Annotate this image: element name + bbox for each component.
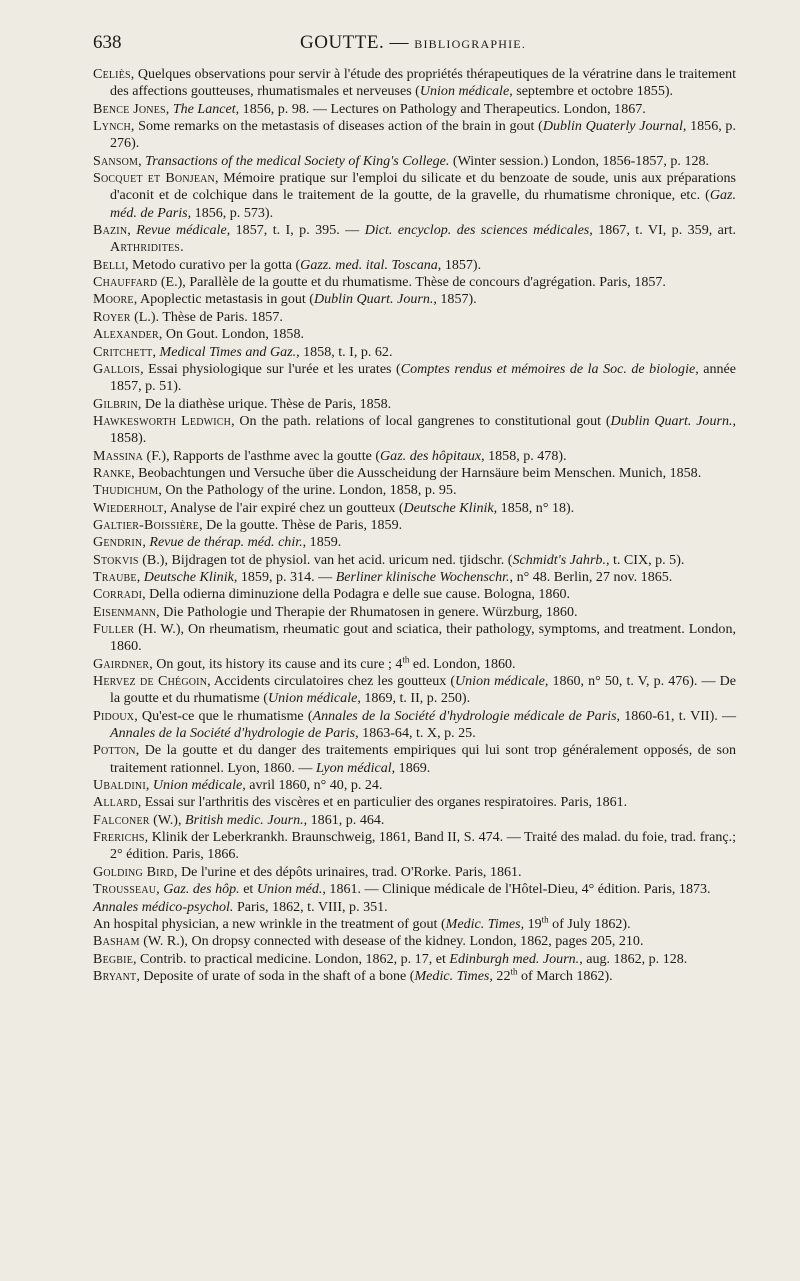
bibliography-entry bbox=[93, 586, 736, 603]
entry-title-italic: Deutsche Klinik bbox=[143, 568, 234, 585]
bibliography-entry bbox=[93, 153, 736, 170]
entry-author: Arthridites bbox=[110, 239, 181, 256]
entry-text: , On Gout. London, 1858. bbox=[158, 326, 304, 343]
entry-text: (H. W.), On rheumatism, rheumatic gout and sciatica, their pathology, symptoms, and treatment. London, 1860. bbox=[110, 621, 736, 655]
bibliography-entry bbox=[93, 708, 736, 743]
bibliography-entry bbox=[93, 552, 736, 569]
entry-text: (B.), Bijdragen tot de physiol. van het acid. uricum ned. tjidschr. ( bbox=[138, 551, 513, 568]
entry-text: , 1856, p. 98. — Lectures on Pathology and Therapeutics. London, 1867. bbox=[235, 100, 646, 117]
entry-text: ed. London, 1860. bbox=[409, 655, 516, 672]
bibliography-entry bbox=[93, 673, 736, 708]
entry-text: (F.), Rapports de l'asthme avec la goutte ( bbox=[143, 447, 381, 464]
entry-text: , On the Pathology of the urine. London, 1858, p. 95. bbox=[158, 482, 457, 499]
bibliography-entry bbox=[93, 101, 736, 118]
entry-text: of March 1862). bbox=[517, 967, 613, 984]
entry-title-italic: Berliner klinische Wochenschr. bbox=[335, 568, 510, 585]
entry-text: , On the path. relations of local gangrenes to constitutional gout ( bbox=[231, 412, 611, 429]
bibliography-entry bbox=[93, 881, 736, 898]
bibliography-entry bbox=[93, 933, 736, 950]
entry-text: , 1860, n° 50, t. V, p. 476). — De la goutte et du rhumatisme ( bbox=[110, 673, 736, 707]
bibliography-entry bbox=[93, 534, 736, 551]
entry-text: of July 1862). bbox=[548, 915, 631, 932]
bibliography-entry bbox=[93, 951, 736, 968]
entry-title-italic: Lyon médical bbox=[315, 759, 392, 776]
entry-title-italic: Medical Times and Gaz. bbox=[159, 343, 297, 360]
entry-author: Stokvis bbox=[93, 551, 139, 568]
entry-author: Basham bbox=[93, 933, 140, 950]
bibliography-entry bbox=[93, 448, 736, 465]
entry-author: Ranke bbox=[93, 464, 132, 481]
entry-text: (L.). Thèse de Paris. 1857. bbox=[130, 308, 283, 325]
bibliography-entry bbox=[93, 500, 736, 517]
entry-text: , 1858, p. 478). bbox=[481, 447, 567, 464]
entry-author: Socquet et Bonjean bbox=[93, 170, 215, 187]
entry-author: Thudichum bbox=[93, 482, 159, 499]
bibliography-entry bbox=[93, 621, 736, 656]
bibliography-entry bbox=[93, 396, 736, 413]
bibliography-list bbox=[93, 66, 736, 985]
running-title-section: BIBLIOGRAPHIE. bbox=[414, 37, 527, 51]
bibliography-entry bbox=[93, 361, 736, 396]
entry-text: , bbox=[142, 534, 150, 551]
entry-text: , Some remarks on the metastasis of diseases action of the brain in gout ( bbox=[130, 118, 543, 135]
entry-text: , De la goutte et du danger des traitements empiriques qui lui sont trop généralement opposés, de son traitement rationnel. Lyon, 1860. — bbox=[110, 742, 736, 776]
bibliography-entry bbox=[93, 517, 736, 534]
entry-author: Gairdner bbox=[93, 655, 150, 672]
entry-text: . bbox=[180, 239, 184, 256]
page-number: 638 bbox=[93, 32, 122, 53]
bibliography-entry bbox=[93, 864, 736, 881]
entry-text: , Accidents circulatoires chez les goutteux ( bbox=[207, 673, 455, 690]
entry-text: , 1857). bbox=[437, 256, 482, 273]
bibliography-entry bbox=[93, 656, 736, 673]
entry-text: , On gout, its history its cause and its cure ; 4 bbox=[149, 655, 403, 672]
entry-author: Falconer bbox=[93, 811, 150, 828]
entry-text: (Winter session.) London, 1856-1857, p. 128. bbox=[449, 152, 710, 169]
bibliography-entry bbox=[93, 66, 736, 101]
entry-title-italic: Dublin Quart. Journ. bbox=[313, 291, 434, 308]
entry-author: Lynch bbox=[93, 118, 131, 135]
entry-title-italic: Gaz. méd. de Paris bbox=[110, 187, 736, 221]
entry-title-italic: Union médicale bbox=[268, 690, 358, 707]
entry-text: , 22 bbox=[489, 967, 511, 984]
entry-title-italic: Gazz. med. ital. Toscana bbox=[300, 256, 438, 273]
entry-author: Alexander bbox=[93, 326, 159, 343]
running-title-dash: — bbox=[384, 32, 415, 53]
entry-text: , 1856, p. 573). bbox=[187, 204, 274, 221]
entry-superscript: th bbox=[541, 914, 549, 925]
entry-text: , 1858, n° 18). bbox=[493, 499, 575, 516]
entry-title-italic: Annales médico-psychol. bbox=[93, 898, 234, 915]
running-title bbox=[300, 32, 526, 54]
bibliography-entry bbox=[93, 829, 736, 864]
entry-text: , n° 48. Berlin, 27 nov. 1865. bbox=[509, 568, 673, 585]
entry-text: , Essai physiologique sur l'urée et les urates ( bbox=[140, 360, 401, 377]
entry-title-italic: Transactions of the medical Society of King's College. bbox=[145, 152, 450, 169]
entry-text: , 1857). bbox=[433, 291, 477, 308]
entry-text: , 1858). bbox=[110, 412, 736, 447]
entry-title-italic: Dict. encyclop. des sciences médicales bbox=[364, 222, 590, 239]
entry-text: , 1863-64, t. X, p. 25. bbox=[355, 725, 476, 742]
entry-text: Paris, 1862, t. VIII, p. 351. bbox=[233, 898, 388, 915]
entry-text: , Essai sur l'arthritis des viscères et en particulier des organes respiratoires. Paris, 1861. bbox=[137, 794, 628, 811]
bibliography-entry bbox=[93, 794, 736, 811]
entry-text: , bbox=[136, 568, 144, 585]
entry-title-italic: Dublin Quaterly Journal bbox=[542, 118, 683, 135]
entry-author: Eisenmann bbox=[93, 603, 157, 620]
entry-author: Trousseau bbox=[93, 881, 157, 898]
entry-text: , Beobachtungen und Versuche über die Ausscheidung der Harnsäure beim Menschen. Munich, 1858. bbox=[131, 464, 702, 481]
bibliography-entry bbox=[93, 742, 736, 777]
entry-title-italic: Gaz. des hôp. bbox=[163, 881, 240, 898]
entry-author: Celiès bbox=[93, 66, 131, 82]
entry-author: Corradi bbox=[93, 586, 143, 603]
entry-text: , 1861, p. 464. bbox=[303, 811, 385, 828]
entry-title-italic: Edinburgh med. Journ. bbox=[449, 950, 580, 967]
entry-text: , bbox=[156, 881, 164, 898]
entry-author: Gendrin bbox=[93, 534, 143, 551]
entry-title-italic: Dublin Quart. Journ. bbox=[610, 412, 733, 429]
entry-title-italic: The Lancet bbox=[172, 100, 236, 117]
bibliography-entry bbox=[93, 968, 736, 985]
page-header bbox=[93, 30, 736, 56]
entry-author: Bazin bbox=[93, 222, 128, 239]
bibliography-entry bbox=[93, 812, 736, 829]
entry-author: Golding Bird bbox=[93, 863, 174, 880]
entry-text: , Contrib. to practical medicine. London, 1862, p. 17, et bbox=[133, 950, 450, 967]
entry-text: et bbox=[239, 881, 257, 898]
entry-author: Traube bbox=[93, 568, 137, 585]
entry-title-italic: Schmidt's Jahrb. bbox=[512, 551, 606, 568]
entry-author: Chauffard bbox=[93, 274, 158, 291]
entry-text: , t. CIX, p. 5). bbox=[605, 551, 685, 568]
entry-title-italic: Deutsche Klinik bbox=[403, 499, 494, 516]
entry-text: , 1861. — Clinique médicale de l'Hôtel-Dieu, 4° édition. Paris, 1873. bbox=[322, 881, 711, 898]
bibliography-entry bbox=[93, 309, 736, 326]
entry-text: , 1856, p. 276). bbox=[110, 118, 736, 152]
entry-text: , 1867, t. VI, p. 359, art. bbox=[589, 222, 736, 239]
entry-text: (W.), bbox=[149, 811, 186, 828]
entry-text: , bbox=[127, 222, 137, 239]
bibliography-entry bbox=[93, 777, 736, 794]
entry-author: Bence Jones bbox=[93, 100, 166, 117]
bibliography-entry bbox=[93, 222, 736, 257]
entry-text: , septembre et octobre 1855). bbox=[509, 83, 674, 100]
entry-title-italic: Comptes rendus et mémoires de la Soc. de biologie bbox=[400, 360, 696, 377]
entry-title-italic: Gaz. des hôpitaux bbox=[380, 447, 482, 464]
entry-text: , 1859, p. 314. — bbox=[233, 568, 336, 585]
entry-text: , année 1857, p. 51). bbox=[110, 360, 736, 395]
entry-text: , Klinik der Leberkrankh. Braunschweig, 1861, Band II, S. 474. — Traité des malad. du foie, trad. franç.; 2° édition. Paris, 1866. bbox=[110, 829, 736, 863]
bibliography-entry bbox=[93, 291, 736, 308]
entry-text: , De la goutte. Thèse de Paris, 1859. bbox=[199, 516, 403, 533]
entry-text: , Apoplectic metastasis in gout ( bbox=[133, 291, 314, 308]
entry-title-italic: Annales de la Société d'hydrologie de Paris bbox=[110, 725, 356, 742]
entry-text: , Deposite of urate of soda in the shaft of a bone ( bbox=[136, 967, 415, 984]
entry-author: Frerichs bbox=[93, 829, 145, 846]
bibliography-entry bbox=[93, 604, 736, 621]
entry-text: , Metodo curativo per la gotta ( bbox=[125, 256, 301, 273]
entry-author: Gallois bbox=[93, 360, 141, 377]
bibliography-entry bbox=[93, 482, 736, 499]
bibliography-entry bbox=[93, 465, 736, 482]
entry-text: , 1860-61, t. VII). — bbox=[616, 707, 736, 724]
running-title-main: GOUTTE. bbox=[300, 32, 385, 53]
entry-title-italic: Union médicale bbox=[455, 673, 545, 690]
entry-text: (W. R.), On dropsy connected with desease of the kidney. London, 1862, pages 205, 210. bbox=[139, 933, 644, 950]
entry-text: , bbox=[152, 343, 160, 360]
entry-text: , bbox=[145, 777, 153, 794]
entry-title-italic: British medic. Journ. bbox=[185, 811, 304, 828]
bibliography-entry bbox=[93, 413, 736, 448]
entry-title-italic: Union médicale bbox=[419, 83, 510, 100]
bibliography-entry bbox=[93, 344, 736, 361]
entry-text: , 1857, t. I, p. 395. — bbox=[226, 222, 365, 239]
entry-title-italic: Annales de la Société d'hydrologie médicale de Paris bbox=[312, 707, 617, 724]
entry-author: Bryant bbox=[93, 967, 137, 984]
bibliography-entry bbox=[93, 326, 736, 343]
entry-author: Hawkesworth Ledwich bbox=[93, 412, 232, 429]
entry-author: Galtier-Boissière bbox=[93, 516, 200, 533]
entry-text: , bbox=[165, 100, 173, 117]
entry-author: Sansom bbox=[93, 152, 139, 169]
entry-author: Allard bbox=[93, 794, 138, 811]
bibliography-entry bbox=[93, 274, 736, 291]
entry-author: Belli bbox=[93, 256, 126, 273]
entry-text: , Qu'est-ce que le rhumatisme ( bbox=[134, 707, 313, 724]
entry-text: , 1869, t. II, p. 250). bbox=[357, 690, 471, 707]
entry-author: Royer bbox=[93, 308, 131, 325]
entry-author: Hervez de Chégoin bbox=[93, 673, 208, 690]
bibliography-entry bbox=[93, 118, 736, 153]
entry-author: Begbie bbox=[93, 950, 134, 967]
entry-title-italic: Medic. Times bbox=[414, 967, 490, 984]
entry-title-italic: Union médicale bbox=[152, 777, 243, 794]
entry-author: Pidoux bbox=[93, 707, 135, 724]
entry-text: , 1858, t. I, p. 62. bbox=[296, 343, 393, 360]
bibliography-entry bbox=[93, 916, 736, 933]
entry-text: , Die Pathologie und Therapie der Rhumatosen in genere. Würzburg, 1860. bbox=[156, 603, 578, 620]
bibliography-entry bbox=[93, 569, 736, 586]
entry-text: , 1869. bbox=[391, 759, 431, 776]
entry-superscript: th bbox=[402, 654, 410, 665]
entry-author: Massina bbox=[93, 447, 144, 464]
entry-author: Moore bbox=[93, 291, 134, 308]
entry-author: Ubaldini bbox=[93, 777, 146, 794]
entry-text: , 1859. bbox=[302, 534, 342, 551]
entry-author: Wiederholt bbox=[93, 499, 164, 516]
entry-author: Critchett bbox=[93, 343, 153, 360]
entry-title-italic: Union méd. bbox=[256, 881, 323, 898]
entry-text: , aug. 1862, p. 128. bbox=[579, 950, 688, 967]
entry-text: , 19 bbox=[520, 915, 542, 932]
entry-text: , De la diathèse urique. Thèse de Paris, 1858. bbox=[137, 395, 392, 412]
bibliography-entry bbox=[93, 899, 736, 916]
entry-author: Potton bbox=[93, 742, 136, 759]
entry-title-italic: Medic. Times bbox=[445, 915, 521, 932]
entry-text: , Quelques observations pour servir à l'étude des propriétés thérapeutiques de la vératrine dans le traitement des affections goutteuses, rhumatismales et nerveuses ( bbox=[110, 66, 736, 100]
entry-text: , De l'urine et des dépôts urinaires, trad. O'Rorke. Paris, 1861. bbox=[173, 863, 522, 880]
entry-text: , bbox=[138, 152, 146, 169]
entry-text: (E.), Parallèle de la goutte et du rhumatisme. Thèse de concours d'agrégation. Paris, 1857. bbox=[157, 274, 666, 291]
entry-text: , Mémoire pratique sur l'emploi du silicate et du benzoate de soude, unis aux préparations d'aconit et de colchique dans le traitement de la goutte, de la gravelle, du rhumatisme chronique, etc. ( bbox=[110, 170, 736, 204]
entry-title-italic: Revue de thérap. méd. chir. bbox=[149, 534, 303, 551]
entry-author: Fuller bbox=[93, 621, 135, 637]
entry-text: , Analyse de l'air expiré chez un goutteux ( bbox=[163, 499, 404, 516]
bibliography-entry bbox=[93, 170, 736, 222]
entry-text: An hospital physician, a new wrinkle in the treatment of gout ( bbox=[93, 915, 446, 932]
entry-title-italic: Revue médicale bbox=[136, 222, 227, 239]
entry-author: Gilbrin bbox=[93, 395, 138, 412]
bibliography-entry bbox=[93, 257, 736, 274]
entry-superscript: th bbox=[510, 966, 518, 977]
entry-text: , Della odierna diminuzione della Podagra e delle sue cause. Bologna, 1860. bbox=[142, 586, 571, 603]
entry-text: , avril 1860, n° 40, p. 24. bbox=[242, 777, 383, 794]
